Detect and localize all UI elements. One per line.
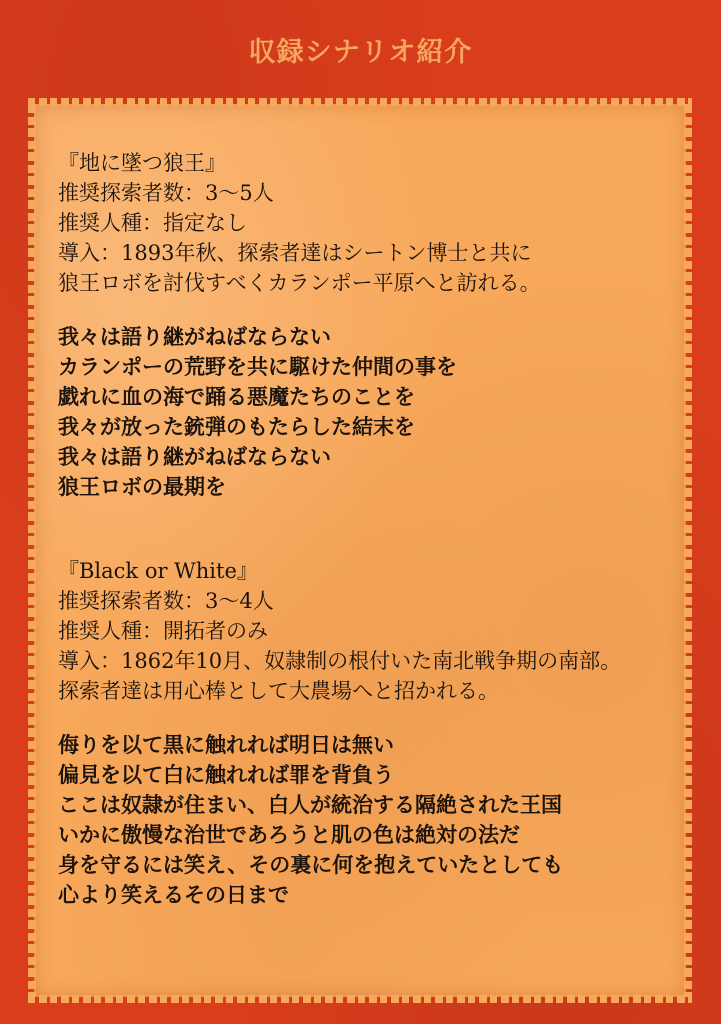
scenario-poem-line: 狼王ロボの最期を: [58, 475, 226, 499]
scenario-poem-line: 心より笑えるその日まで: [58, 883, 289, 907]
scenario-poem-line: 我々は語り継がねばならない: [58, 325, 331, 349]
torn-edge-left: [28, 104, 36, 997]
scenario-race: 推奨人種：指定なし: [58, 211, 247, 235]
scenario-title: 『地に墜つ狼王』: [58, 151, 226, 175]
scenario-list: [58, 148, 678, 910]
scenario-poem-line: 戯れに血の海で踊る悪魔たちのことを: [58, 385, 415, 409]
spacer: [58, 298, 678, 322]
scenario-poem-line: 侮りを以て黒に触れれば明日は無い: [58, 733, 394, 757]
parchment-panel: [34, 104, 686, 997]
scenario-block: [58, 556, 678, 910]
scenario-block: [58, 148, 678, 502]
scenario-intro-line: 狼王ロボを討伐すべくカランポー平原へと訪れる。: [58, 271, 541, 295]
scenario-poem-line: ここは奴隷が住まい、白人が統治する隔絶された王国: [58, 793, 562, 817]
page-title: 収録シナリオ紹介: [248, 37, 473, 68]
scenario-title: 『Black or White』: [58, 559, 258, 583]
scenario-poem-line: 身を守るには笑え、その裏に何を抱えていたとしても: [58, 853, 564, 877]
scenario-poem-line: 我々が放った銃弾のもたらした結末を: [58, 415, 415, 439]
scenario-intro-line: 探索者達は用心棒として大農場へと招かれる。: [58, 679, 499, 703]
scenario-players: 推奨探索者数：3～5人: [58, 181, 274, 205]
scenario-players: 推奨探索者数：3～4人: [58, 589, 274, 613]
scenario-intro-line: 導入：1893年秋、探索者達はシートン博士と共に: [58, 241, 532, 265]
torn-edge-right: [684, 104, 692, 997]
spacer: [58, 706, 678, 730]
scenario-poem-line: 偏見を以て白に触れれば罪を背負う: [58, 763, 394, 787]
scenario-poem-line: 我々は語り継がねばならない: [58, 445, 331, 469]
scenario-poem-line: カランポーの荒野を共に駆けた仲間の事を: [58, 355, 457, 379]
spacer: [58, 502, 678, 556]
scenario-race: 推奨人種：開拓者のみ: [58, 619, 268, 643]
scenario-intro-line: 導入：1862年10月、奴隷制の根付いた南北戦争期の南部。: [58, 649, 622, 673]
scenario-poem-line: いかに傲慢な治世であろうと肌の色は絶対の法だ: [58, 823, 520, 847]
